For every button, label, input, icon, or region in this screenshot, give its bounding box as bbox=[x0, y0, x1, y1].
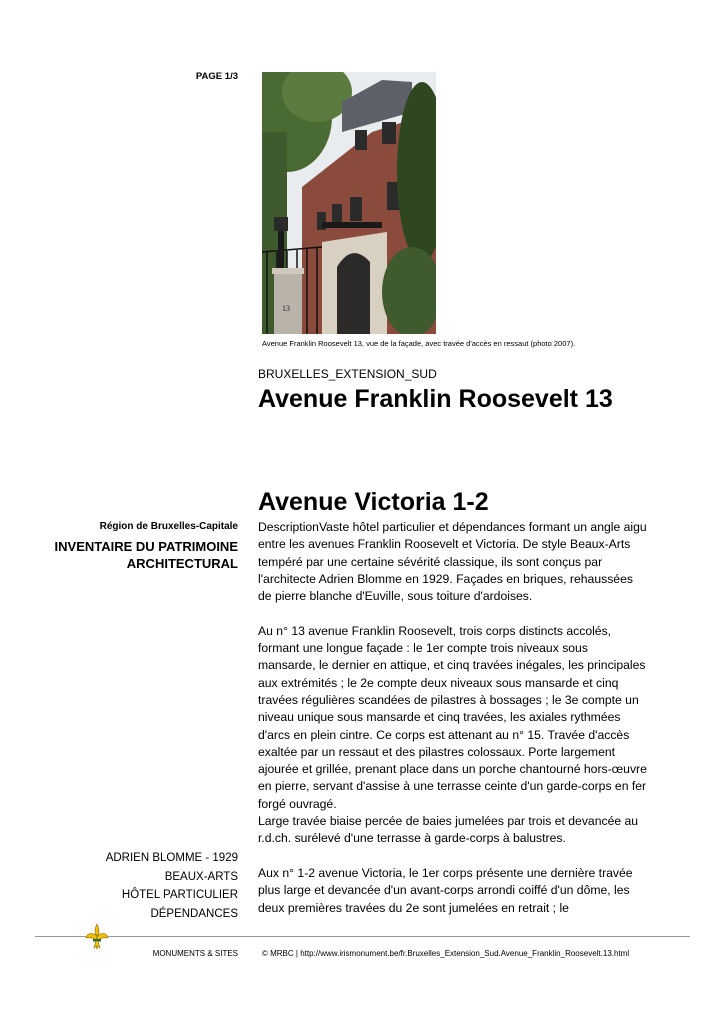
footer-source-link[interactable]: © MRBC | http://www.irismonument.be/fr.Bruxelles_Extension_Sud.Avenue_Franklin_Roosevelt.13.html bbox=[262, 949, 630, 958]
page-title: Avenue Franklin Roosevelt 13 bbox=[258, 385, 613, 413]
description-text bbox=[258, 519, 648, 917]
photo-caption: Avenue Franklin Roosevelt 13, vue de la façade, avec travée d'accès en ressaut (photo 2007). bbox=[262, 339, 576, 348]
building-photo bbox=[262, 72, 436, 334]
footer-brand: MONUMENTS & SITES bbox=[152, 949, 238, 958]
description-paragraph-2: Au n° 13 avenue Franklin Roosevelt, trois corps distincts accolés, formant une longue façade : le 1er compte trois niveaux sous mansarde, le dernier en attique, et cinq travées inégales, les principales aux extrémités ; le 2e compte deux niveaux sous mansarde et cinq travées régulières scandées de pilastres à bossages ; le 3e compte un niveau unique sous mansarde et cinq travées, les axiales rythmées d'arcs en plein cintre. Ce corps est attenant au n° 15. Travée d'accès exaltée par un ressaut et des pilastres colossaux. Porte largement ajourée et grillée, prenant place dans un porche chantourné hors-œuvre en pierre, servant d'assise à une terrasse ceinte d'un garde-corps en fer forgé ouvragé. bbox=[258, 623, 647, 811]
style-label: BEAUX-ARTS bbox=[164, 870, 238, 883]
house-number-plate: 13 bbox=[282, 304, 290, 313]
description-paragraph-3: Large travée biaise percée de baies jumelées par trois et devancée au r.d.ch. surélevé d'une terrasse à garde-corps à balustres. bbox=[258, 814, 639, 846]
architect-label: ADRIEN BLOMME - 1929 bbox=[105, 852, 238, 864]
type-label: HÔTEL PARTICULIER bbox=[121, 889, 238, 901]
dependencies-label: DÉPENDANCES bbox=[150, 907, 238, 920]
iris-logo-icon bbox=[84, 922, 110, 950]
description-paragraph-4: Aux n° 1-2 avenue Victoria, le 1er corps présente une dernière travée plus large et devancée d'un avant-corps arrondi coiffé d'un dôme, les deux premières travées du 2e sont jumelées en retrait ; le bbox=[258, 865, 633, 915]
page-subtitle: Avenue Victoria 1-2 bbox=[258, 488, 489, 516]
footer-divider bbox=[35, 936, 690, 937]
metadata-list bbox=[106, 849, 238, 923]
description-paragraph-1: DescriptionVaste hôtel particulier et dépendances formant un angle aigu entre les avenues Franklin Roosevelt et Victoria. De style Beaux-Arts tempéré par une certaine sévérité classique, ils sont conçus par l'architecte Adrien Blomme en 1929. Façades en briques, rehaussées de pierre blanche d'Euville, sous toiture d'ardoises. bbox=[258, 520, 647, 604]
page-number: PAGE 1/3 bbox=[195, 71, 238, 82]
district-label: BRUXELLES_EXTENSION_SUD bbox=[258, 367, 437, 381]
region-label: Région de Bruxelles-Capitale bbox=[99, 521, 238, 532]
inventory-label: INVENTAIRE DU PATRIMOINE ARCHITECTURAL bbox=[54, 539, 238, 571]
